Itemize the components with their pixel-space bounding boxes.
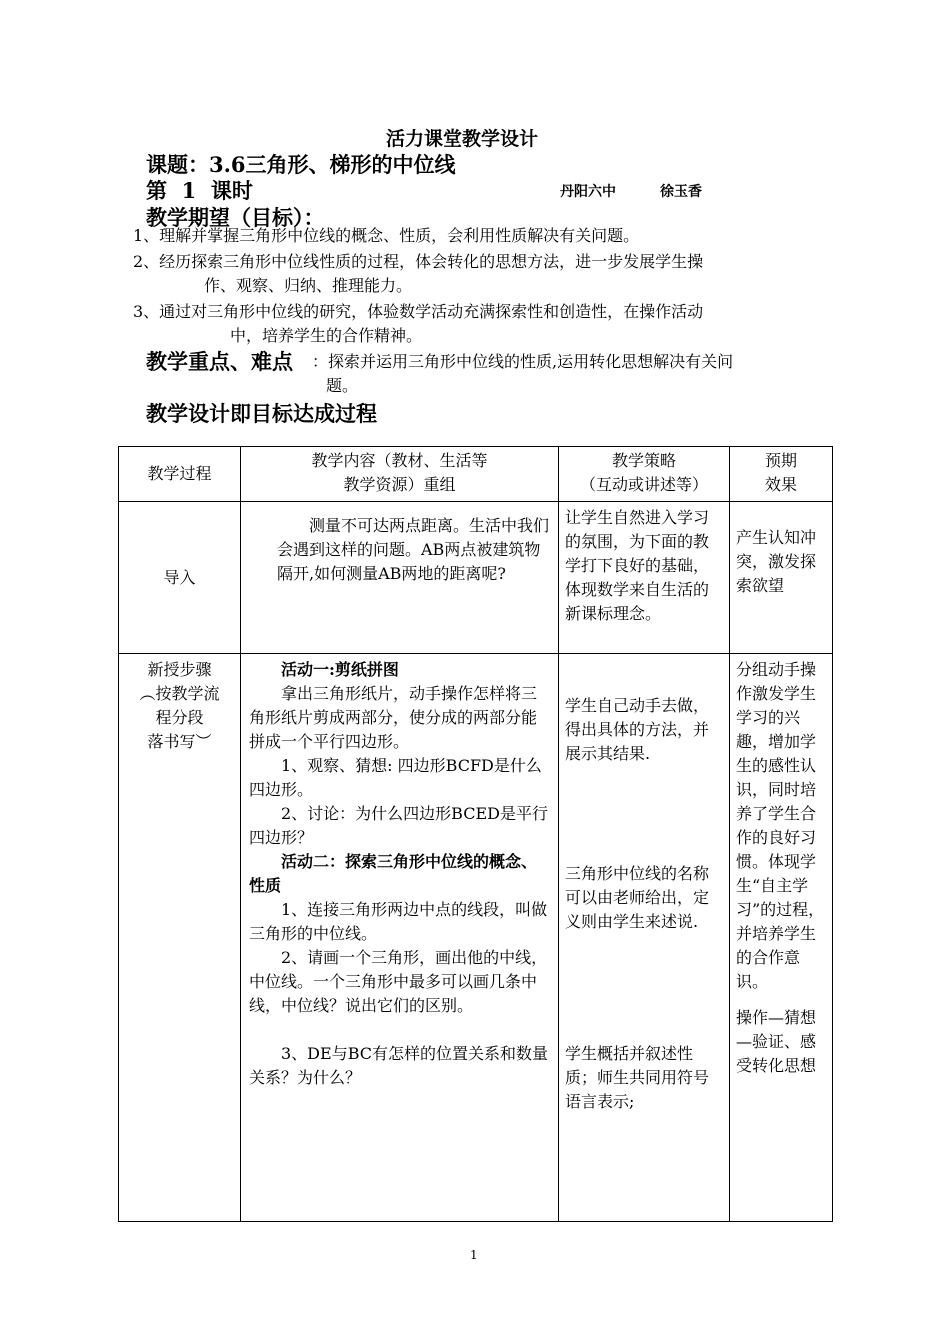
activity-1-title: 活动一:剪纸拼图 [281,660,399,679]
header-effect: 预期 效果 [730,447,833,502]
table-row-intro [119,502,833,654]
new-lesson-content: 活动一:剪纸拼图 拿出三角形纸片，动手操作怎样将三角形纸片剪成两部分，使分成的两部分能拼成一个平行四边形。 1、观察、猜想: 四边形BCFD是什么四边形。 2、讨论：为什么四边形BCED是平行四边形？ 活动二：探索三角形中位线的概念、性质 1、连接三角形两边中点的线段，叫做三角形的中位线。 2、请画一个三角形，画出他的中线，中位线。一个三角形中最多可以画几条中线，中位线？说出它们的区别。 3、DE与BC有怎样的位置关系和数量关系？为什么？ [241,654,559,1222]
document-title: 活力课堂教学设计 [386,128,539,150]
intro-stage: 导入 [119,502,241,654]
table-header-row [119,447,833,502]
teacher-name: 徐玉香 [660,184,702,200]
goal-1: 1、理解并掌握三角形中位线的概念、性质，会利用性质解决有关问题。 [133,226,640,245]
intro-effect: 产生认知冲突，激发探索欲望 [730,502,833,654]
goals-heading: 教学期望（目标）： [146,205,325,230]
new-lesson-strategy: 学生自己动手去做，得出具体的方法，并展示其结果. 三角形中位线的名称可以由老师给出，定义则由学生来述说. 学生概括并叙述性质；师生共同用符号语言表示; [559,654,730,1222]
lesson-heading: 第 1 课时 [146,178,253,203]
page-number: 1 [470,1248,478,1262]
process-heading: 教学设计即目标达成过程 [146,401,377,426]
lesson-plan-table [118,446,833,1222]
header-content: 教学内容（教材、生活等 教学资源）重组 [241,447,559,502]
header-process: 教学过程 [119,447,241,502]
goal-2-line2: 作、观察、归纳、推理能力。 [204,276,413,295]
activity-2-title: 活动二：探索三角形中位线的概念、性质 [249,852,538,895]
goal-2-line1: 2、经历探索三角形中位线性质的过程，体会转化的思想方法，进一步发展学生操 [133,252,704,271]
key-points-text-line2: 题。 [326,376,359,395]
topic-heading: 课题：3.6三角形、梯形的中位线 [146,152,456,177]
table-row-new-lesson [119,654,833,1222]
intro-strategy: 让学生自然进入学习的氛围，为下面的教学打下良好的基础，体现数学来自生活的新课标理念。 [559,502,730,654]
new-lesson-stage: 新授步骤 ︵按教学流 程分段 落书写︶ [119,654,241,1222]
header-strategy: 教学策略 （互动或讲述等） [559,447,730,502]
key-points-text-line1: ：探索并运用三角形中位线的性质,运用转化思想解决有关问 [312,352,734,371]
new-lesson-effect: 分组动手操作激发学生学习的兴趣，增加学生的感性认识，同时培养了学生合作的良好习惯。体现学生“自主学习”的过程，并培养学生的合作意识。 操作—猜想—验证、感受转化思想 [730,654,833,1222]
school-name: 丹阳六中 [560,184,616,200]
goal-3-line2: 中，培养学生的合作精神。 [230,326,423,345]
goal-3-line1: 3、通过对三角形中位线的研究，体验数学活动充满探索性和创造性，在操作活动 [133,302,704,321]
intro-content: 测量不可达两点距离。生活中我们会遇到这样的问题。AB两点被建筑物隔开,如何测量AB两地的距离呢? [241,502,559,654]
key-points-heading: 教学重点、难点 [146,349,293,374]
